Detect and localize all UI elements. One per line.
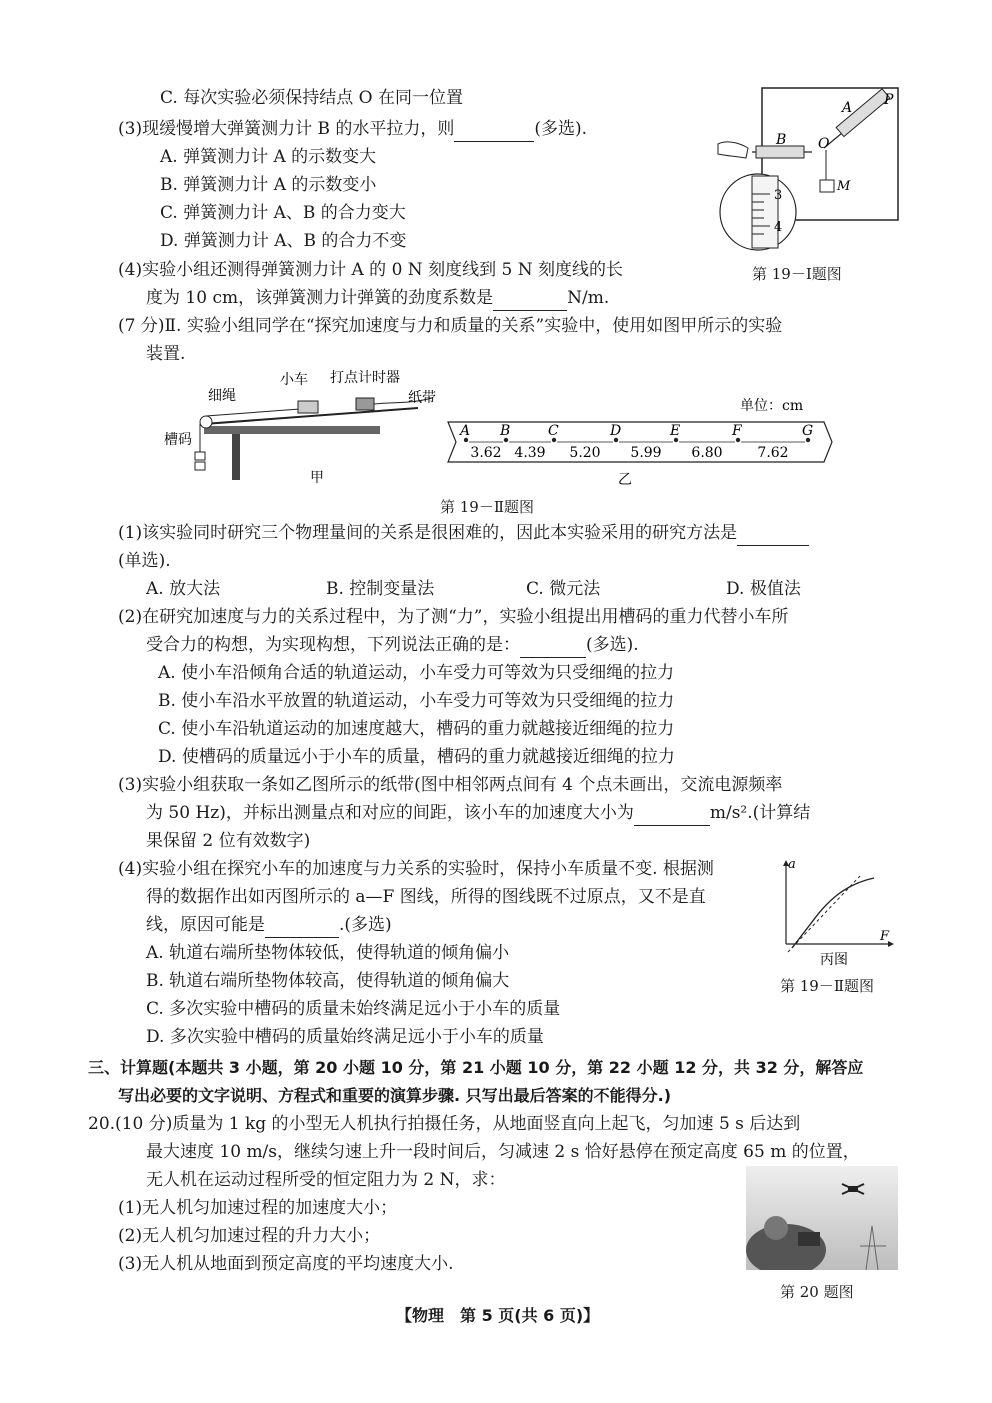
gap-value: 3.62 (470, 445, 502, 461)
q2-stem-line2 (146, 633, 639, 658)
section3-heading-line2: 写出必要的文字说明、方程式和重要的演算步骤. 只写出最后答案的不能得分.) (118, 1086, 672, 1105)
scale-strip (752, 176, 778, 248)
label-b: B (776, 132, 787, 148)
answer-blank[interactable] (737, 521, 809, 546)
q3-stem-text: 为 50 Hz)，并标出测量点和对应的间距，该小车的加速度大小为 (146, 803, 634, 823)
q4-stem-line2 (146, 286, 609, 311)
slot-weight (195, 452, 205, 460)
q3-stem-tail: .(计算结 (747, 803, 811, 823)
q4-option-d: D. 多次实验中槽码的质量始终满足远小于小车的质量 (146, 1027, 544, 1047)
gap-value: 5.20 (569, 445, 601, 461)
controller (798, 1232, 820, 1246)
q1-option-b: B. 控制变量法 (326, 579, 435, 599)
label-a: A (842, 100, 853, 116)
q2-option-a: A. 使小车沿倾角合适的轨道运动，小车受力可等效为只受细绳的拉力 (158, 663, 675, 683)
q3-stem-line1: (3)实验小组获取一条如乙图所示的纸带(图中相邻两点间有 4 个点未画出，交流电源频率 (118, 775, 783, 795)
q2-stem-line1: (2)在研究加速度与力的关系过程中，为了测“力”，实验小组提出用槽码的重力代替小车所 (118, 607, 789, 627)
q4-stem-tail: .(多选) (339, 915, 392, 935)
q3-option-c: C. 弹簧测力计 A、B 的合力变大 (160, 203, 406, 223)
q4-option-b: B. 轨道右端所垫物体较高，使得轨道的倾角偏大 (146, 971, 510, 991)
q1-stem (118, 521, 809, 546)
q3-option-b: B. 弹簧测力计 A 的示数变小 (160, 175, 377, 195)
q20-figure-caption: 第 20 题图 (780, 1283, 854, 1301)
figure-tape-yi (444, 390, 836, 486)
gap-value: 5.99 (630, 445, 662, 461)
label-p: P (884, 92, 894, 108)
drone-photo (746, 1166, 898, 1270)
figure-19-1 (712, 84, 902, 254)
answer-blank[interactable] (634, 801, 710, 826)
q1-stem-text: (1)该实验同时研究三个物理量间的关系是很困难的，因此本实验采用的研究方法是 (118, 523, 738, 543)
q3-option-a: A. 弹簧测力计 A 的示数变大 (160, 147, 377, 167)
tape-unit: 单位：cm (740, 398, 804, 414)
label-tape: 纸带 (408, 390, 436, 406)
q1-option-d: D. 极值法 (726, 579, 801, 599)
label-bing: 丙图 (820, 952, 848, 968)
q3-stem-line3: 果保留 2 位有效数字) (146, 831, 311, 851)
q3-stem-text: (3)现缓慢增大弹簧测力计 B 的水平拉力，则 (118, 119, 455, 139)
q20-line3: 无人机在运动过程所受的恒定阻力为 2 N，求： (146, 1170, 506, 1190)
q4-option-a: A. 轨道右端所垫物体较低，使得轨道的倾角偏小 (146, 943, 510, 963)
label-o: O (818, 136, 830, 152)
table-top (204, 426, 380, 434)
label-rope: 细绳 (208, 388, 236, 404)
option-c-line: C. 每次实验必须保持结点 O 在同一位置 (160, 88, 463, 108)
q20-line2: 最大速度 10 m/s，继续匀速上升一段时间后，匀减速 2 s 恰好悬停在预定高度 65 m 的位置， (146, 1142, 860, 1162)
answer-blank[interactable] (520, 633, 586, 658)
figure-graph-bing (776, 856, 896, 972)
af-curve (792, 878, 874, 948)
label-timer: 打点计时器 (330, 370, 400, 386)
q2-stem-tail: (多选). (586, 635, 639, 655)
tape-point-label: G (802, 423, 814, 439)
tape-point-label: F (732, 423, 742, 439)
q20-sub1: (1)无人机匀加速过程的加速度大小； (118, 1198, 398, 1218)
q4-stem-line1: (4)实验小组在探究小车的加速度与力关系的实验时，保持小车质量不变. 根据测 (118, 859, 714, 879)
gap-value: 6.80 (691, 445, 723, 461)
answer-blank[interactable] (493, 286, 567, 311)
label-weight: 槽码 (164, 432, 192, 448)
weight-m (820, 180, 834, 192)
label-car: 小车 (280, 372, 308, 388)
hand (718, 142, 748, 158)
figure-19-1-caption: 第 19－Ⅰ题图 (752, 265, 842, 283)
page-footer: 【物理 第 5 页(共 6 页)】 (396, 1306, 600, 1325)
label-f-axis: F (880, 929, 890, 944)
tape-point-label: C (548, 423, 559, 439)
part2-intro-line1: (7 分)Ⅱ. 实验小组同学在“探究加速度与力和质量的关系”实验中，使用如图甲所示的实验 (118, 316, 783, 336)
label-m: M (837, 179, 851, 194)
q4-stem-line1: (4)实验小组还测得弹簧测力计 A 的 0 N 刻度线到 5 N 刻度线的长 (118, 260, 623, 280)
q1-option-c: C. 微元法 (526, 579, 601, 599)
q4-stem-line2: 得的数据作出如丙图所示的 a—F 图线，所得的图线既不过原点，又不是直 (146, 887, 706, 907)
q4-stem-line3 (146, 913, 392, 938)
q3-unit: m/s² (709, 803, 748, 823)
q2-stem-text: 受合力的构想，为实现构想，下列说法正确的是： (146, 635, 520, 655)
q1-stem-tail: (单选). (118, 551, 171, 571)
q2-option-d: D. 使槽码的质量远小于小车的质量，槽码的重力就越接近细绳的拉力 (158, 747, 675, 767)
label-yi: 乙 (618, 472, 632, 486)
q1-option-a: A. 放大法 (146, 579, 221, 599)
tape-point-label: D (610, 423, 622, 439)
graph-caption: 第 19－Ⅱ题图 (780, 977, 875, 995)
answer-blank[interactable] (265, 913, 339, 938)
tape-point-label: A (460, 423, 471, 439)
gap-value: 7.62 (757, 445, 789, 461)
tape-point-label: B (500, 423, 511, 439)
timer-device (356, 398, 374, 410)
q4-stem-text: 度为 10 cm，该弹簧测力计弹簧的劲度系数是 (146, 288, 494, 308)
q4-stem-text: 线，原因可能是 (146, 915, 265, 935)
label-jia: 甲 (310, 470, 324, 486)
gap-value: 4.39 (514, 445, 546, 461)
cart (298, 401, 318, 413)
q20-sub2: (2)无人机匀加速过程的升力大小； (118, 1226, 381, 1246)
q20-line1: 20.(10 分)质量为 1 kg 的小型无人机执行拍摄任务，从地面竖直向上起飞，匀加速 5 s 后达到 (88, 1114, 801, 1134)
q4-unit: N/m. (567, 288, 610, 308)
tick-4: 4 (774, 220, 783, 235)
answer-blank[interactable] (454, 117, 534, 142)
q4-option-c: C. 多次实验中槽码的质量未始终满足远小于小车的质量 (146, 999, 561, 1019)
figure-19-2-caption: 第 19－Ⅱ题图 (440, 498, 535, 516)
section3-heading-line1: 三、计算题(本题共 3 小题，第 20 小题 10 分，第 21 小题 10 分，第 22 小题 12 分，共 32 分，解答应 (88, 1058, 864, 1077)
rope (206, 409, 300, 416)
q3-stem (118, 117, 587, 142)
pulley (200, 416, 212, 428)
q2-option-c: C. 使小车沿轨道运动的加速度越大，槽码的重力就越接近细绳的拉力 (158, 719, 675, 739)
figure-apparatus-jia (160, 368, 450, 486)
q3-option-d: D. 弹簧测力计 A、B 的合力不变 (160, 231, 407, 251)
tick-3: 3 (774, 188, 783, 203)
tape-point-label: E (670, 423, 681, 439)
label-a-axis: a (788, 857, 796, 872)
q20-sub3: (3)无人机从地面到预定高度的平均速度大小. (118, 1254, 454, 1274)
q3-stem-line2 (146, 801, 810, 826)
table-leg (232, 434, 240, 480)
q3-stem-tail: (多选). (534, 119, 588, 139)
q2-option-b: B. 使小车沿水平放置的轨道运动，小车受力可等效为只受细绳的拉力 (158, 691, 675, 711)
part2-intro-line2: 装置. (146, 344, 186, 364)
